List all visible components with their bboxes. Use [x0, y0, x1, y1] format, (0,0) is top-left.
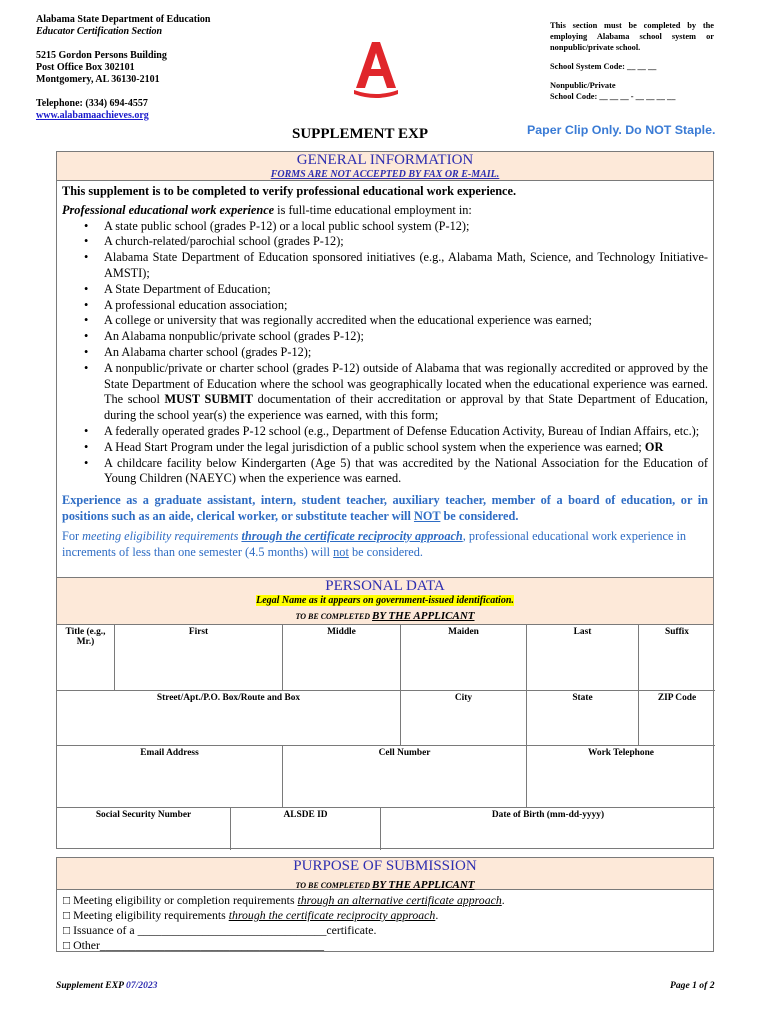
list-item: • A childcare facility below Kindergarten (Age 5) that was accredited by the National Association for the Education of Young Children (NAEYC) when the experience was earned. — [84, 456, 708, 488]
school-note: This section must be completed by the employing Alabama school system or nonpublic/private school. — [550, 21, 714, 52]
purpose-option-alternative[interactable]: □ Meeting eligibility or completion requirements through an alternative certificate approach. — [63, 893, 505, 907]
telephone: Telephone: (334) 694-4557 — [36, 98, 148, 109]
reciprocity-note: For meeting eligibility requirements through the certificate reciprocity approach, professional educational work experience in increments of less than one semester (4.5 months) will not be considered. — [62, 528, 687, 559]
legal-name-note: Legal Name as it appears on government-issued identification. — [256, 595, 514, 606]
dob-field[interactable]: Date of Birth (mm-dd-yyyy) — [491, 810, 605, 820]
purpose-option-other[interactable]: □ Other______________________________________ — [63, 938, 325, 952]
purpose-option-reciprocity[interactable]: □ Meeting eligibility requirements through the certificate reciprocity approach. — [63, 908, 439, 922]
address-line-2: Post Office Box 302101 — [36, 62, 135, 73]
section-name: Educator Certification Section — [36, 26, 163, 37]
pew-list — [84, 219, 708, 488]
personal-head: PERSONAL DATA Legal Name as it appears on government-issued identification. TO BE COMPLETED BY THE APPLICANT — [57, 578, 713, 625]
website-link[interactable]: www.alabamaachieves.org — [36, 110, 149, 121]
general-lead: This supplement is to be completed to verify professional educational work experience. — [62, 184, 517, 198]
general-heading: GENERAL INFORMATION — [296, 152, 474, 168]
nonpublic-label: Nonpublic/Private — [550, 81, 616, 90]
city-field[interactable]: City — [401, 691, 527, 746]
cell-number-field[interactable]: Cell Number — [283, 746, 527, 808]
paper-clip-note: Paper Clip Only. Do NOT Staple. — [527, 123, 716, 137]
list-item: • An Alabama charter school (grades P-12); — [84, 345, 708, 361]
form-revision: Supplement EXP 07/2023 — [56, 980, 158, 991]
list-item: • A state public school (grades P-12) or a local public school system (P-12); — [84, 219, 708, 235]
list-item: • Alabama State Department of Education sponsored initiatives (e.g., Alabama Math, Science, and Technology Initiative-AMSTI); — [84, 250, 708, 282]
zip-field[interactable]: ZIP Code — [639, 691, 715, 746]
exclusion-note: Experience as a graduate assistant, intern, student teacher, auxiliary teacher, member of a board of education, or in positions such as an aide, clerical worker, or substitute teacher will NOT be considered. — [62, 493, 708, 523]
page-number: Page 1 of 2 — [670, 980, 715, 991]
list-item: • A Head Start Program under the legal jurisdiction of a public school system when the experience was earned; OR — [84, 440, 708, 456]
dept-name: Alabama State Department of Education — [36, 14, 211, 25]
purpose-section — [56, 857, 714, 952]
address-line-3: Montgomery, AL 36130-2101 — [36, 74, 160, 85]
school-section — [550, 20, 714, 102]
agency-header — [36, 14, 336, 122]
purpose-head: PURPOSE OF SUBMISSION TO BE COMPLETED BY THE APPLICANT — [57, 858, 713, 890]
alsde-logo-icon — [352, 38, 400, 104]
by-applicant: BY THE APPLICANT — [372, 610, 475, 622]
no-fax-note: FORMS ARE NOT ACCEPTED BY FAX OR E-MAIL. — [270, 169, 500, 180]
general-head — [57, 152, 713, 181]
name-row — [57, 625, 713, 691]
school-code[interactable]: School Code: __ __ __ - __ __ __ __ — [550, 92, 676, 101]
pew-definition: Professional educational work experience is full-time educational employment in: — [62, 202, 472, 217]
form-title: SUPPLEMENT EXP — [292, 126, 428, 142]
address-row — [57, 691, 713, 746]
middle-name-field[interactable]: Middle — [283, 625, 401, 691]
list-item: • A nonpublic/private or charter school (grades P-12) outside of Alabama that was regionally accredited or approved by the State Department of Education where the school was geographically located when the educational experience was earned. The school MUST SUBMIT documentation of their accreditation or approval by that State Department of Education, during the school year(s) the experience was earned, with this form; — [84, 361, 708, 424]
personal-heading: PERSONAL DATA — [325, 578, 445, 594]
ssn-field[interactable]: Social Security Number — [57, 808, 231, 850]
email-field[interactable]: Email Address — [57, 746, 283, 808]
street-field[interactable]: Street/Apt./P.O. Box/Route and Box — [57, 691, 401, 746]
list-item: • An Alabama nonpublic/private school (grades P-12); — [84, 329, 708, 345]
maiden-name-field[interactable]: Maiden — [401, 625, 527, 691]
first-name-field[interactable]: First — [115, 625, 283, 691]
school-system-code[interactable]: School System Code: __ __ __ — [550, 62, 657, 71]
title-field[interactable]: Title (e.g., Mr.) — [57, 625, 115, 691]
address-line-1: 5215 Gordon Persons Building — [36, 50, 167, 61]
suffix-field[interactable]: Suffix — [639, 625, 715, 691]
list-item: • A federally operated grades P-12 school (e.g., Department of Defense Education Activity, Bureau of Indian Affairs, etc.); — [84, 424, 708, 440]
work-telephone-field[interactable]: Work Telephone — [527, 746, 715, 808]
contact-row — [57, 746, 713, 808]
id-row — [57, 808, 713, 850]
list-item: • A college or university that was regionally accredited when the educational experience was earned; — [84, 313, 708, 329]
list-item: • A State Department of Education; — [84, 282, 708, 298]
last-name-field[interactable]: Last — [527, 625, 639, 691]
list-item: • A church-related/parochial school (grades P-12); — [84, 234, 708, 250]
personal-data-section — [56, 577, 714, 849]
purpose-option-issuance[interactable]: □ Issuance of a ________________________________certificate. — [63, 923, 377, 937]
alsde-id-field[interactable]: ALSDE ID — [231, 808, 381, 850]
list-item: • A professional education association; — [84, 298, 708, 314]
purpose-heading: PURPOSE OF SUBMISSION — [293, 858, 477, 874]
general-information-section — [56, 151, 714, 601]
state-field[interactable]: State — [527, 691, 639, 746]
